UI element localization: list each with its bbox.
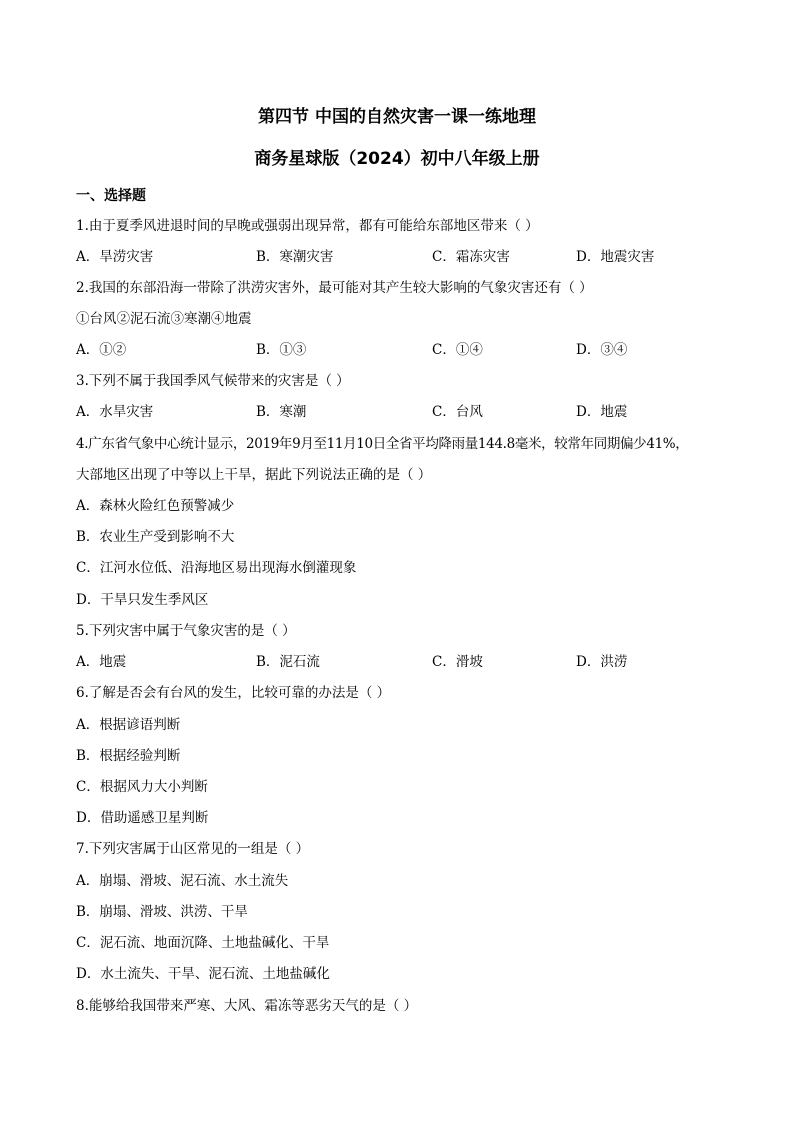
question-6-stem: 6.了解是否会有台风的发生，比较可靠的办法是（ ）	[76, 685, 391, 701]
option-d: D．地震	[576, 404, 628, 420]
option-c: C．①④	[432, 342, 483, 358]
option-a: A．水旱灾害	[76, 404, 154, 420]
page-title: 第四节 中国的自然灾害一课一练地理	[258, 107, 536, 127]
question-4-option-d: D．干旱只发生季风区	[76, 592, 209, 608]
question-6-option-c: C．根据风力大小判断	[76, 779, 208, 795]
question-4-option-b: B．农业生产受到影响不大	[76, 529, 235, 545]
question-3-options	[76, 402, 726, 422]
question-2-stem-line2: ①台风②泥石流③寒潮④地震	[76, 311, 252, 327]
option-b: B．寒潮	[256, 404, 307, 420]
option-b: B．寒潮灾害	[256, 249, 334, 265]
question-4-stem: 4.广东省气象中心统计显示，2019年9月至11月10日全省平均降雨量144.8毫米，较常年同期偏少41%，	[76, 436, 689, 452]
option-c: C．霜冻灾害	[432, 249, 510, 265]
question-6-option-b: B．根据经验判断	[76, 748, 181, 764]
option-d: D．洪涝	[576, 654, 628, 670]
option-d: D．③④	[576, 342, 628, 358]
question-4-stem-line2: 大部地区出现了中等以上干旱，据此下列说法正确的是（ ）	[76, 467, 432, 483]
question-5-options	[76, 652, 726, 672]
option-b: B．①③	[256, 342, 307, 358]
section-heading: 一、选择题	[76, 188, 146, 204]
question-5-stem: 5.下列灾害中属于气象灾害的是（ ）	[76, 623, 296, 639]
question-8-stem: 8.能够给我国带来严寒、大风、霜冻等恶劣天气的是（ ）	[76, 998, 418, 1014]
question-4-option-a: A．森林火险红色预警减少	[76, 498, 235, 514]
option-d: D．地震灾害	[576, 249, 655, 265]
question-4-option-c: C．江河水位低、沿海地区易出现海水倒灌现象	[76, 560, 357, 576]
question-3-stem: 3.下列不属于我国季风气候带来的灾害是（ ）	[76, 373, 350, 389]
question-6-option-d: D．借助遥感卫星判断	[76, 810, 209, 826]
option-c: C．台风	[432, 404, 483, 420]
option-c: C．滑坡	[432, 654, 483, 670]
question-7-stem: 7.下列灾害属于山区常见的一组是（ ）	[76, 841, 310, 857]
question-1-options	[76, 247, 726, 267]
question-7-option-a: A．崩塌、滑坡、泥石流、水土流失	[76, 873, 289, 889]
option-a: A．地震	[76, 654, 127, 670]
option-b: B．泥石流	[256, 654, 320, 670]
option-a: A．旱涝灾害	[76, 249, 154, 265]
question-7-option-c: C．泥石流、地面沉降、土地盐碱化、干旱	[76, 935, 330, 951]
question-6-option-a: A．根据谚语判断	[76, 717, 181, 733]
option-a: A．①②	[76, 342, 127, 358]
page-subtitle: 商务星球版（2024）初中八年级上册	[254, 149, 540, 169]
question-1-stem: 1.由于夏季风进退时间的早晚或强弱出现异常，都有可能给东部地区带来（ ）	[76, 218, 539, 234]
question-7-option-b: B．崩塌、滑坡、洪涝、干旱	[76, 904, 248, 920]
question-2-options	[76, 340, 726, 360]
question-7-option-d: D．水土流失、干旱、泥石流、土地盐碱化	[76, 966, 330, 982]
question-2-stem: 2.我国的东部沿海一带除了洪涝灾害外，最可能对其产生较大影响的气象灾害还有（ ）	[76, 280, 593, 296]
